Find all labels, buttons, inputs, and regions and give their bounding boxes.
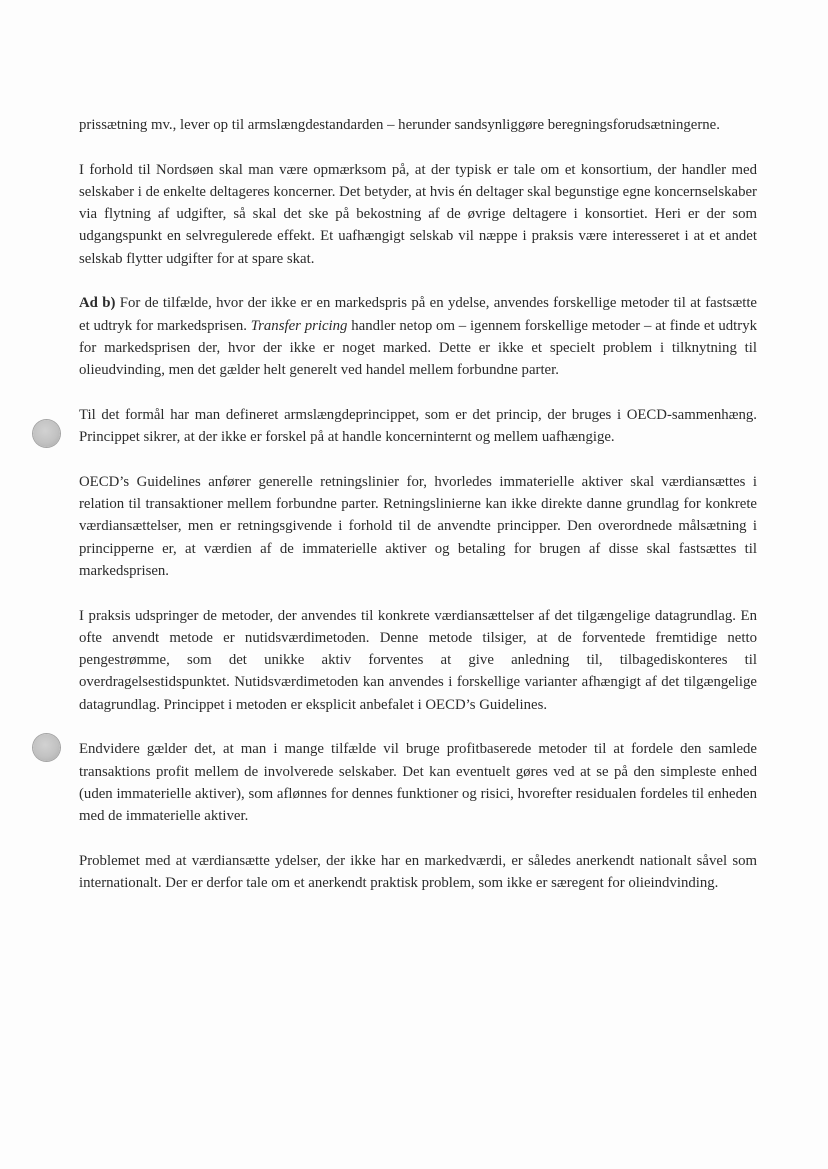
paragraph: Endvidere gælder det, at man i mange tilfælde vil bruge profitbaserede metoder til at fordele den samlede transaktions profit mellem de involverede selskaber. Det kan eventuelt gøres ved at se på den simpleste enhed (uden immaterielle aktiver), som aflønnes for dennes funktioner og risici, hvorefter residualen fordeles til enheden med de immaterielle aktiver. [79, 741, 757, 825]
punch-hole [33, 420, 60, 447]
paragraph-lead: Ad b) [79, 295, 116, 312]
punch-hole [33, 734, 60, 761]
paragraph: Problemet med at værdiansætte ydelser, der ikke har en markedværdi, er således anerkendt nationalt såvel som internationalt. Der er derfor tale om et anerkendt praktisk problem, som ikke er særegent for olieindvinding. [79, 852, 757, 892]
paragraph: OECD’s Guidelines anfører generelle retningslinier for, hvorledes immaterielle aktiver skal værdiansættes i relation til transaktioner mellem forbundne parter. Retningslinierne kan ikke direkte danne grundlag for konkrete værdiansættelser, men er retningsgivende i forhold til de anvendte principper. Den overordnede målsætning i principperne er, at værdien af de immaterielle aktiver og betaling for brugen af disse skal fastsættes til markedsprisen. [79, 473, 757, 579]
paragraph: Til det formål har man defineret armslængdeprincippet, som er det princip, der bruges i OECD-sammenhæng. Princippet sikrer, at der ikke er forskel på at handle koncerninternt og mellem uafhængige. [79, 406, 757, 446]
emphasis-term: Transfer pricing [250, 317, 348, 334]
paragraph [79, 292, 757, 381]
paragraph: I forhold til Nordsøen skal man være opmærksom på, at der typisk er tale om et konsortium, der handler med selskaber i de enkelte deltageres koncerner. Det betyder, at hvis én deltager skal begunstige egne koncernselskaber via flytning af udgifter, så skal det ske på bekostning af de øvrige deltagere i konsortiet. Heri er der som udgangspunkt en selvregulerede effekt. Et uafhængigt selskab vil næppe i praksis være interesseret i at et andet selskab flytter udgifter for at spare skat. [79, 161, 757, 267]
paragraph-text: For de tilfælde, hvor der ikke er en markedspris på en ydelse, anvendes forskellige metoder til at fastsætte et udtryk for markedsprisen. [79, 295, 757, 334]
paragraph: prissætning mv., lever op til armslængdestandarden – herunder sandsynliggøre beregningsforudsætningerne. [79, 117, 720, 133]
paragraph-text: handler netop om – igennem forskellige metoder – at finde et udtryk for markedsprisen der, hvor der ikke er noget marked. Dette er ikke et specielt problem i tilknytning til olieudvinding, men det gælder helt generelt ved handel mellem forbundne parter. [79, 317, 757, 379]
document-body [79, 114, 757, 894]
paragraph: I praksis udspringer de metoder, der anvendes til konkrete værdiansættelser af det tilgængelige datagrundlag. En ofte anvendt metode er nutidsværdimetoden. Denne metode tilsiger, at de forventede fremtidige netto pengestrømme, som det unikke aktiv forventes at give anledning til, tilbagediskonteres til overdragelsestidspunktet. Nutidsværdimetoden kan anvendes i forskellige varianter afhængigt af det tilgængelige datagrundlag. Princippet i metoden er eksplicit anbefalet i OECD’s Guidelines. [79, 607, 757, 713]
